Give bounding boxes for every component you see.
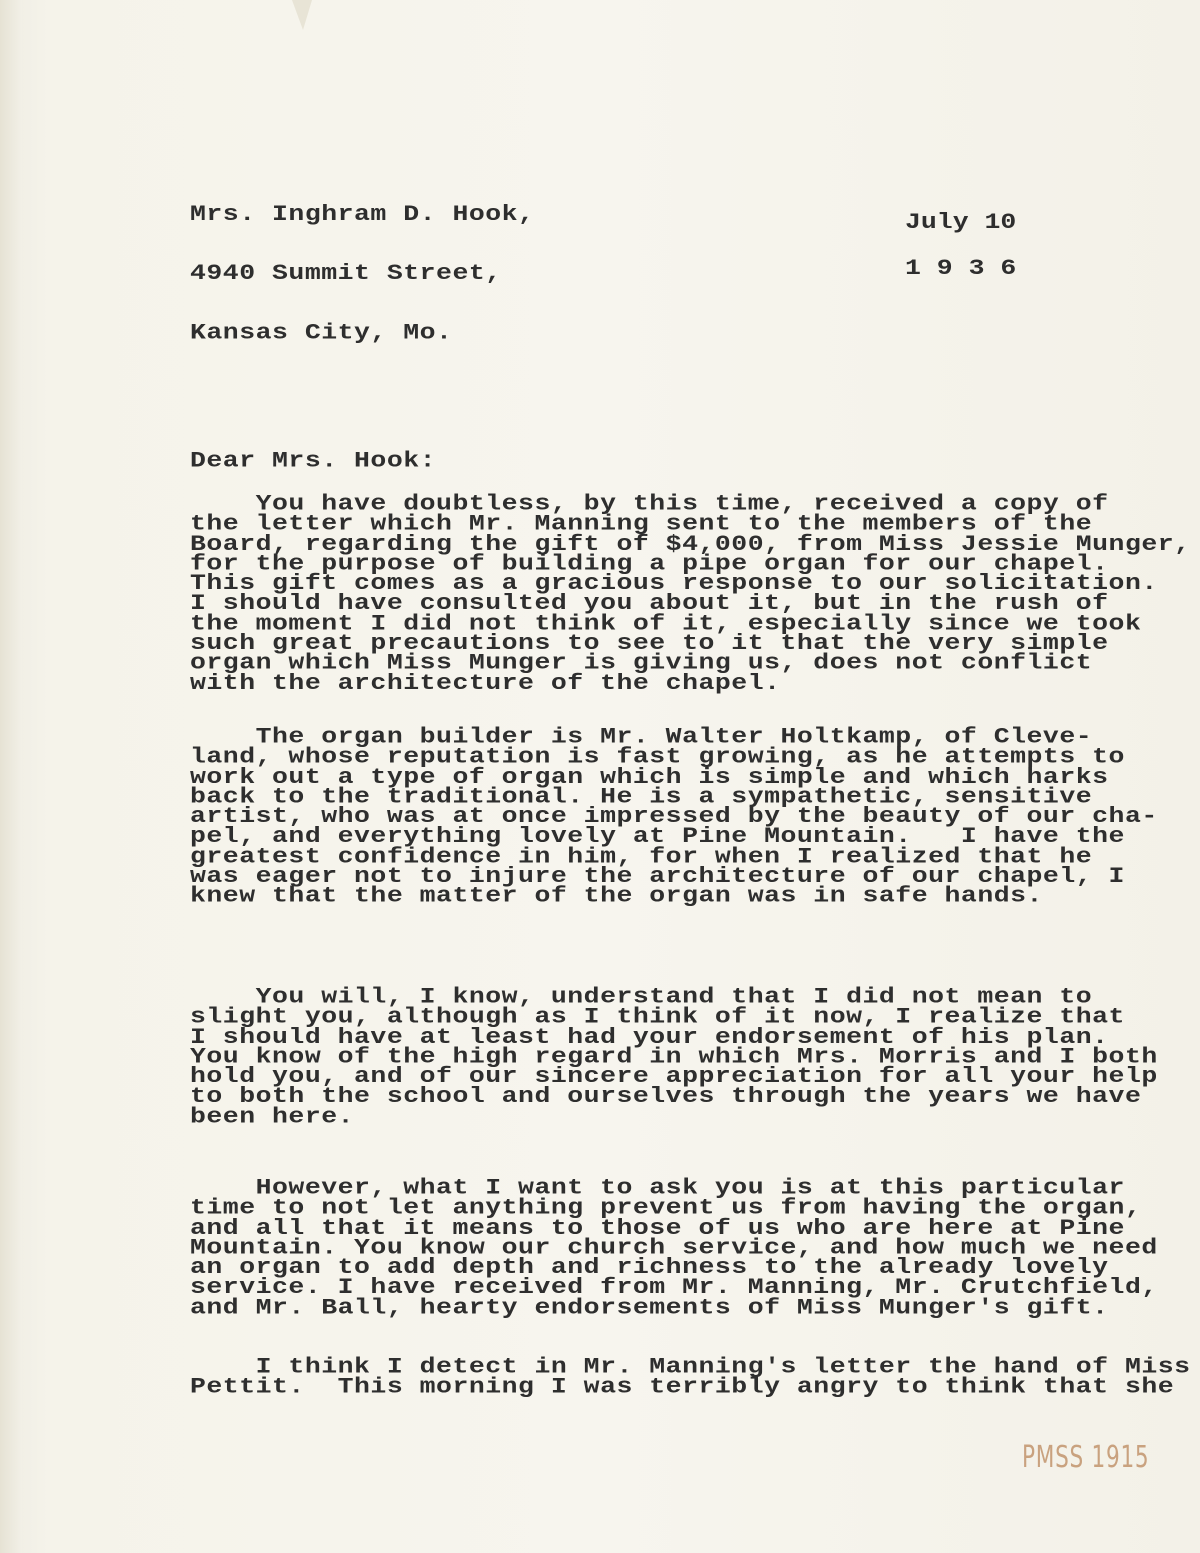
recipient-address: [190, 164, 534, 363]
letter-line: time to not let anything prevent us from having the organ,: [190, 1195, 1142, 1221]
letter-line: I should have consulted you about it, but in the rush of: [190, 591, 1109, 616]
letter-line: I think I detect in Mr. Manning's letter the hand of Miss: [190, 1354, 1191, 1380]
letter-line: such great precautions to see to it that the very simple: [190, 631, 1109, 656]
date-month-day: July 10: [905, 210, 1017, 235]
letter-line: for the purpose of building a pipe organ for our chapel.: [190, 551, 1109, 576]
archive-watermark: PMSS 1915: [1022, 1440, 1150, 1475]
paragraph-3: [190, 984, 1158, 1129]
letter-line: greatest confidence in him, for when I realized that he: [190, 844, 1093, 869]
letter-line: hold you, and of our sincere appreciation for all your help: [190, 1064, 1158, 1089]
letter-line: Pettit. This morning I was terribly angry to think that she: [190, 1374, 1175, 1400]
paragraph-5: [190, 1354, 1191, 1400]
letter-line: and Mr. Ball, hearty endorsements of Miss Munger's gift.: [190, 1295, 1109, 1320]
letter-line: Mountain. You know our church service, and how much we need: [190, 1235, 1158, 1260]
letter-line: the letter which Mr. Manning sent to the members of the: [190, 511, 1093, 537]
paper-notch: [292, 0, 312, 30]
letter-line: with the architecture of the chapel.: [190, 670, 781, 696]
letter-line: However, what I want to ask you is at this particular: [190, 1175, 1125, 1201]
letter-line: knew that the matter of the organ was in safe hands.: [190, 883, 1043, 909]
letter-line: service. I have received from Mr. Manning, Mr. Crutchfield,: [190, 1275, 1158, 1300]
address-line: Mrs. Inghram D. Hook,: [190, 201, 535, 226]
letter-line: Board, regarding the gift of $4,000, from Miss Jessie Munger,: [190, 531, 1191, 556]
paper-edge: [0, 0, 22, 1553]
letter-line: work out a type of organ which is simple and which harks: [190, 764, 1109, 789]
letter-line: been here.: [190, 1104, 355, 1129]
paragraph-1: [190, 491, 1191, 696]
address-line: Kansas City, Mo.: [190, 320, 453, 346]
letter-line: You know of the high regard in which Mrs. Morris and I both: [190, 1044, 1158, 1069]
letter-line: You will, I know, understand that I did not mean to: [190, 984, 1093, 1010]
letter-line: artist, who was at once impressed by the beauty of our cha-: [190, 804, 1158, 829]
letter-line: You have doubtless, by this time, received a copy of: [190, 491, 1109, 517]
letter-line: back to the traditional. He is a sympathetic, sensitive: [190, 784, 1093, 809]
letter-line: organ which Miss Munger is giving us, does not conflict: [190, 650, 1093, 676]
address-line: 4940 Summit Street,: [190, 261, 502, 286]
letter-line: an organ to add depth and richness to the already lovely: [190, 1255, 1109, 1280]
letter-line: pel, and everything lovely at Pine Mountain. I have the: [190, 824, 1125, 849]
date-year: 1 9 3 6: [905, 256, 1017, 281]
salutation: Dear Mrs. Hook:: [190, 448, 437, 474]
letter-line: slight you, although as I think of it now, I realize that: [190, 1004, 1125, 1030]
letter-line: land, whose reputation is fast growing, as he attempts to: [190, 744, 1125, 770]
letter-line: the moment I did not think of it, especially since we took: [190, 611, 1142, 636]
letter-line: and all that it means to those of us who are here at Pine: [190, 1215, 1125, 1240]
paragraph-2: [190, 724, 1158, 909]
letter-line: The organ builder is Mr. Walter Holtkamp, of Cleve-: [190, 724, 1093, 750]
letter-line: was eager not to injure the architecture of our chapel, I: [190, 864, 1125, 889]
letter-line: This gift comes as a gracious response to our solicitation.: [190, 571, 1158, 596]
letter-line: I should have at least had your endorsement of his plan.: [190, 1024, 1109, 1049]
paragraph-4: [190, 1175, 1158, 1320]
letter-line: to both the school and ourselves through the years we have: [190, 1084, 1142, 1109]
